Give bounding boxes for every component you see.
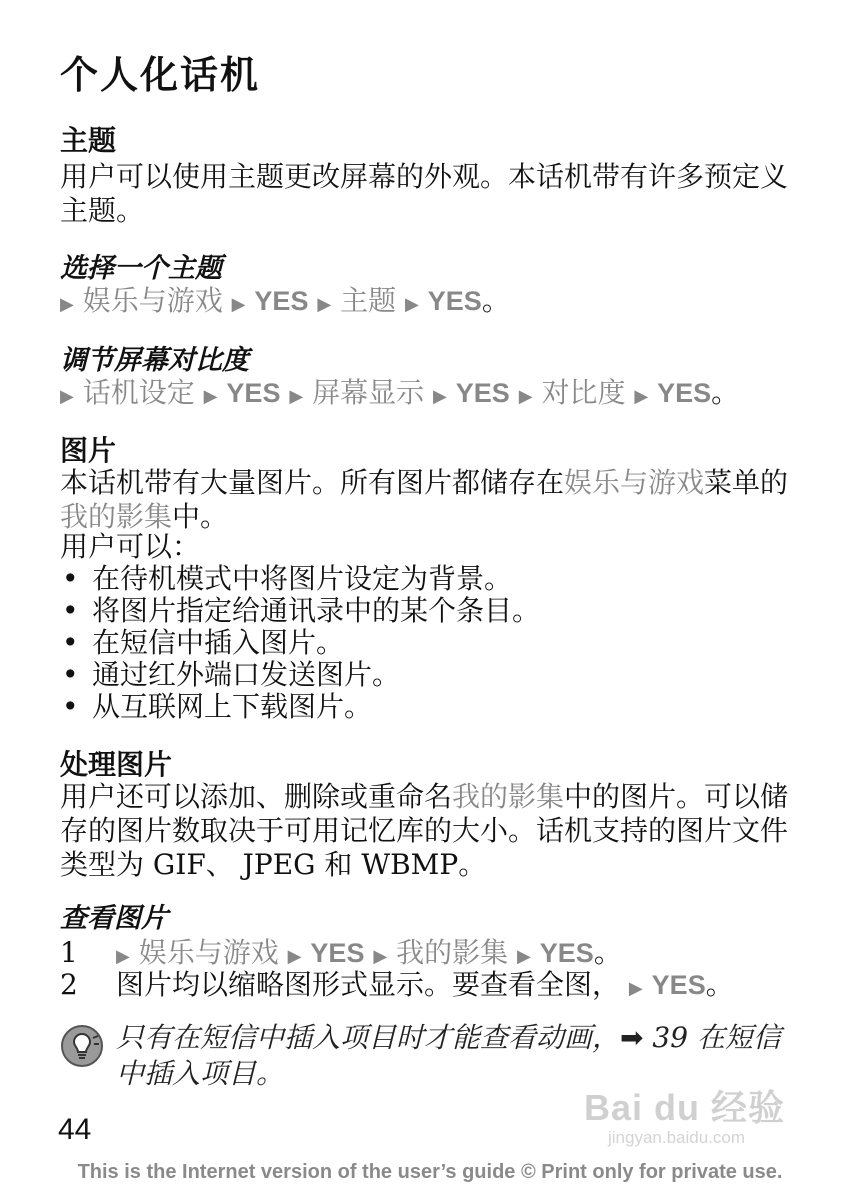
watermark-logo: Bai du 经验: [584, 1087, 786, 1128]
pictures-text: 菜单的: [704, 466, 789, 499]
nav-arrow-icon: ▶: [289, 386, 304, 407]
yes-key: YES: [651, 970, 706, 1000]
menu-item-my-pictures: 我的影集: [452, 780, 565, 813]
menu-item-my-pictures: 我的影集: [60, 500, 173, 533]
step-number: 2: [60, 968, 78, 1001]
bullet-icon: •: [62, 562, 79, 595]
handle-text: 中的图片。可以储存的图片数取决于可用记忆库的大小。话机支持的图片文件类型为 GIF、 JPEG 和 WBMP。: [60, 780, 789, 881]
nav-arrow-icon: ▶: [517, 946, 531, 967]
yes-key: YES: [254, 286, 309, 316]
theme-paragraph: 用户可以使用主题更改屏幕的外观。本话机带有许多预定义主题。: [60, 160, 789, 227]
list-item-text: 从互联网上下载图片。: [92, 690, 373, 723]
menu-item-phone-settings: 话机设定: [82, 376, 195, 409]
section-heading-handle-pictures: 处理图片: [60, 748, 173, 781]
yes-key: YES: [427, 286, 482, 316]
menu-item-entertainment: 娱乐与游戏: [564, 466, 705, 499]
reference-arrow-icon: ➡: [620, 1021, 644, 1054]
tip-text-part: 只有在短信中插入项目时才能查看动画，: [116, 1021, 621, 1054]
yes-key: YES: [455, 378, 510, 408]
nav-arrow-icon: ▶: [405, 294, 419, 315]
nav-arrow-icon: ▶: [203, 386, 218, 407]
nav-arrow-icon: ▶: [317, 294, 332, 315]
period: 。: [705, 968, 734, 1001]
period: 。: [481, 284, 510, 317]
yes-key: YES: [226, 378, 281, 408]
nav-arrow-icon: ▶: [373, 946, 388, 967]
contrast-path: [60, 376, 739, 414]
yes-key: YES: [310, 938, 365, 968]
section-heading-pictures: 图片: [60, 434, 117, 467]
user-can-text: 用户可以：: [60, 530, 201, 563]
nav-arrow-icon: ▶: [60, 294, 74, 315]
menu-item-contrast: 对比度: [541, 376, 626, 409]
bullet-icon: •: [62, 626, 79, 659]
list-item: [60, 691, 540, 723]
watermark-url: jingyan.baidu.com: [608, 1128, 746, 1147]
page-reference[interactable]: 39: [652, 1021, 689, 1054]
list-item-text: 通过红外端口发送图片。: [92, 658, 401, 691]
bullet-icon: •: [62, 690, 79, 723]
pictures-paragraph: [60, 466, 800, 534]
page-title: 个人化话机: [60, 53, 261, 97]
yes-key: YES: [657, 378, 712, 408]
list-item: [60, 659, 540, 691]
step-text: 图片均以缩略图形式显示。要查看全图，: [116, 968, 621, 1001]
nav-arrow-icon: ▶: [231, 294, 246, 315]
nav-arrow-icon: ▶: [116, 946, 130, 967]
menu-item-entertainment: 娱乐与游戏: [138, 936, 279, 969]
list-item: [60, 563, 540, 595]
bullet-icon: •: [62, 594, 79, 627]
pictures-bullet-list: [60, 563, 540, 723]
nav-arrow-icon: ▶: [628, 978, 643, 999]
nav-arrow-icon: ▶: [634, 386, 649, 407]
list-item-text: 将图片指定给通讯录中的某个条目。: [92, 594, 541, 627]
nav-arrow-icon: ▶: [287, 946, 302, 967]
step-number: 1: [60, 936, 78, 969]
tip-lightbulb-icon: [60, 1024, 104, 1068]
menu-item-entertainment: 娱乐与游戏: [82, 284, 223, 317]
subheading-contrast: 调节屏幕对比度: [60, 345, 249, 376]
period: 。: [593, 936, 622, 969]
list-item: [60, 595, 540, 627]
yes-key: YES: [539, 938, 594, 968]
select-theme-path: [60, 284, 510, 322]
footer-notice: This is the Internet version of the user’s guide © Print only for private use.: [77, 1161, 783, 1183]
handle-pictures-paragraph: [60, 780, 800, 882]
pictures-text: 中。: [172, 500, 229, 533]
subheading-view-pictures: 查看图片: [60, 903, 168, 934]
step-2: [60, 968, 734, 1006]
menu-item-theme: 主题: [340, 284, 397, 317]
section-heading-theme: 主题: [60, 124, 117, 157]
list-item: [60, 627, 540, 659]
menu-item-display: 屏幕显示: [312, 376, 425, 409]
menu-item-my-pictures: 我的影集: [396, 936, 509, 969]
nav-arrow-icon: ▶: [518, 386, 533, 407]
bullet-icon: •: [62, 658, 79, 691]
handle-text: 用户还可以添加、删除或重命名: [60, 780, 453, 813]
page-number: 44: [58, 1113, 92, 1146]
period: 。: [711, 376, 740, 409]
nav-arrow-icon: ▶: [433, 386, 447, 407]
list-item-text: 在短信中插入图片。: [92, 626, 345, 659]
tip-text-part: 在短信中插入项目。: [116, 1021, 781, 1090]
list-item-text: 在待机模式中将图片设定为背景。: [92, 562, 513, 595]
pictures-text: 本话机带有大量图片。所有图片都储存在: [60, 466, 565, 499]
subheading-select-theme: 选择一个主题: [60, 253, 222, 284]
nav-arrow-icon: ▶: [60, 386, 74, 407]
